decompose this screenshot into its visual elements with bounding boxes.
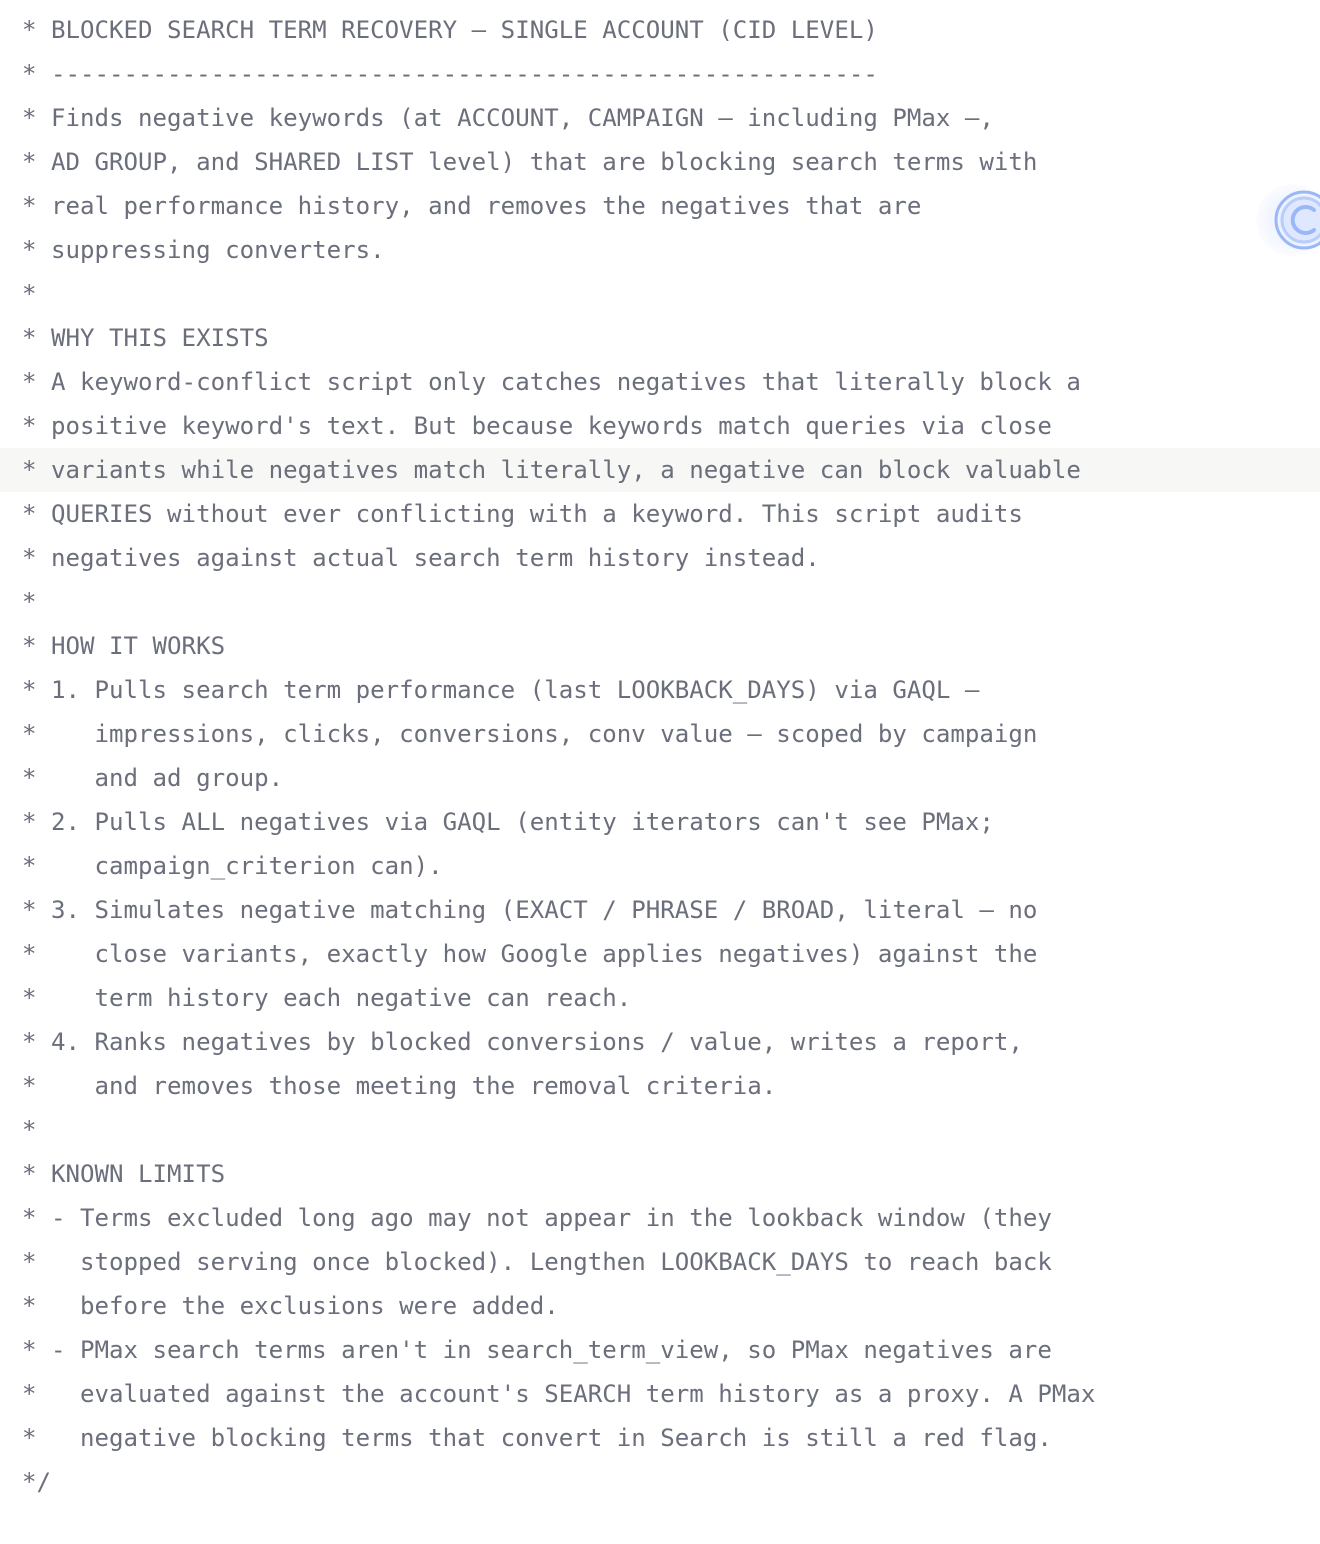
code-line: * stopped serving once blocked). Lengthen LOOKBACK_DAYS to reach back: [22, 1248, 1052, 1276]
code-line: * A keyword-conflict script only catches negatives that literally block a: [22, 368, 1081, 396]
code-line: *: [22, 1116, 37, 1144]
code-line: * positive keyword's text. But because keywords match queries via close: [22, 412, 1052, 440]
code-line: */: [22, 1468, 52, 1496]
code-line: * and ad group.: [22, 764, 284, 792]
code-line: * 3. Simulates negative matching (EXACT / PHRASE / BROAD, literal — no: [22, 896, 1038, 924]
code-line: * real performance history, and removes the negatives that are: [22, 192, 922, 220]
code-line: * evaluated against the account's SEARCH term history as a proxy. A PMax: [22, 1380, 1096, 1408]
code-line-current: * variants while negatives match literally, a negative can block valuable: [0, 448, 1320, 492]
code-line: * - PMax search terms aren't in search_term_view, so PMax negatives are: [22, 1336, 1052, 1364]
code-line: * BLOCKED SEARCH TERM RECOVERY — SINGLE ACCOUNT (CID LEVEL): [22, 16, 878, 44]
code-line: * and removes those meeting the removal criteria.: [22, 1072, 777, 1100]
code-line: * Finds negative keywords (at ACCOUNT, CAMPAIGN — including PMax —,: [22, 104, 994, 132]
code-line: * impressions, clicks, conversions, conv value — scoped by campaign: [22, 720, 1038, 748]
code-line: * suppressing converters.: [22, 236, 385, 264]
code-line: * campaign_criterion can).: [22, 852, 443, 880]
code-line: *: [22, 280, 37, 308]
code-line: * HOW IT WORKS: [22, 632, 226, 660]
assistant-orb-icon: [1270, 186, 1320, 254]
code-line: * before the exclusions were added.: [22, 1292, 559, 1320]
code-line: * - Terms excluded long ago may not appear in the lookback window (they: [22, 1204, 1052, 1232]
code-line: * ---------------------------------------------------------: [22, 60, 878, 88]
assistant-button[interactable]: [1256, 184, 1320, 256]
code-line: * 4. Ranks negatives by blocked conversions / value, writes a report,: [22, 1028, 1023, 1056]
code-line: * negative blocking terms that convert in Search is still a red flag.: [22, 1424, 1052, 1452]
code-line: *: [22, 588, 37, 616]
code-line: * KNOWN LIMITS: [22, 1160, 226, 1188]
code-line: * QUERIES without ever conflicting with a keyword. This script audits: [22, 500, 1023, 528]
code-line: * negatives against actual search term history instead.: [22, 544, 820, 572]
code-line: * AD GROUP, and SHARED LIST level) that are blocking search terms with: [22, 148, 1038, 176]
code-line: * 1. Pulls search term performance (last LOOKBACK_DAYS) via GAQL —: [22, 676, 980, 704]
code-line: * 2. Pulls ALL negatives via GAQL (entity iterators can't see PMax;: [22, 808, 994, 836]
code-line: * close variants, exactly how Google applies negatives) against the: [22, 940, 1038, 968]
code-comment-block[interactable]: [0, 8, 1320, 1504]
code-line: * term history each negative can reach.: [22, 984, 632, 1012]
code-line: * WHY THIS EXISTS: [22, 324, 269, 352]
